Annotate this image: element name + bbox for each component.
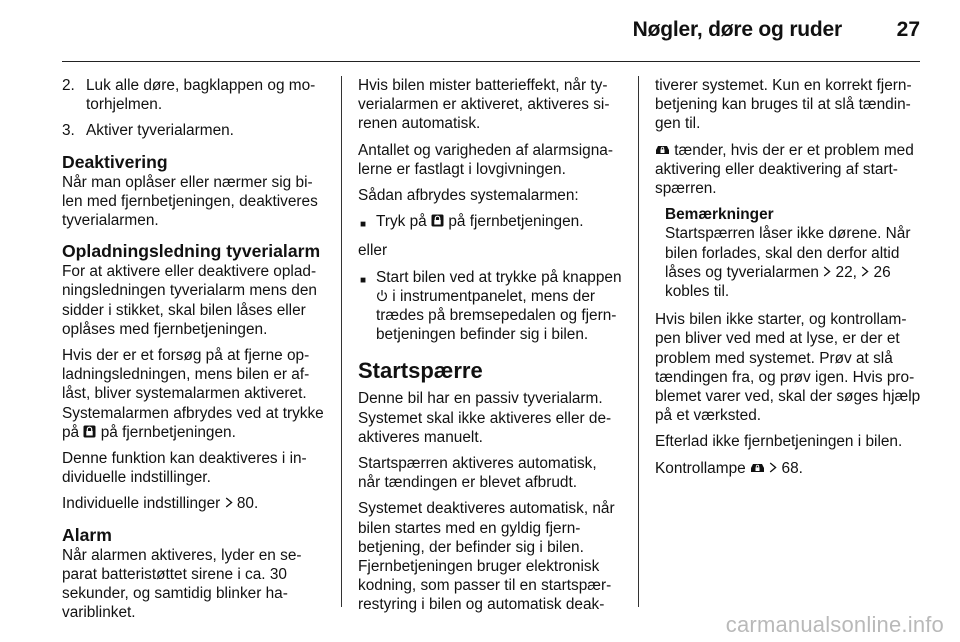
paragraph: tiverer systemet. Kun en korrekt fjern-betjening kan bruges til at slå tændin-gen til.: [655, 77, 912, 133]
bullet-text: [376, 268, 623, 345]
paragraph: Denne bil har en passiv tyverialarm. Systemet skal ikke aktiveres eller de-aktiveres manuelt.: [358, 390, 612, 446]
text: Individuelle indstillinger: [62, 495, 221, 513]
page-reference: 26: [873, 263, 891, 281]
text: på fjernbetjeningen.: [100, 423, 236, 441]
column-2: [358, 76, 623, 622]
column-3: [655, 76, 923, 485]
paragraph: Startspærren aktiveres automatisk, når tændingen er blevet afbrudt.: [358, 455, 597, 492]
paragraph: For at aktivere eller deaktivere oplad-ningsledningen tyverialarm mens den sidder i stikket, skal bilen låses eller oplåses med fjernbetjeningen.: [62, 263, 317, 338]
step-number: 3.: [62, 122, 75, 140]
step-text: Luk alle døre, bagklappen og mo-torhjelmen.: [86, 77, 316, 114]
page-reference-icon: [769, 462, 777, 473]
lock-button-icon: [431, 214, 444, 227]
paragraph: Denne funktion kan deaktiveres i in-dividuelle indstillinger.: [62, 450, 307, 487]
bullet-text: [376, 212, 584, 234]
text: i instrumentpanelet, mens der trædes på bremsepedalen og fjern-betjeningen befinder sig i bilen.: [376, 287, 617, 344]
page-reference: 22,: [835, 263, 857, 281]
page-reference-icon: [225, 497, 233, 508]
text: Startspærren låser ikke dørene. Når bilen forlades, skal den derfor altid låses og tyverialarmen: [665, 225, 911, 281]
text: kobles til.: [665, 283, 730, 301]
paragraph: Efterlad ikke fjernbetjeningen i bilen.: [655, 433, 903, 451]
text: Start bilen ved at trykke på knappen: [376, 268, 622, 286]
step-2: [62, 76, 324, 114]
paragraph: [62, 494, 324, 513]
immobilizer-warning-icon: [655, 143, 670, 156]
heading-startspaerre: Startspærre: [358, 358, 483, 384]
page-title: Nøgler, døre og ruder: [632, 18, 842, 41]
heading-opladningsledning: Opladningsledning tyverialarm: [62, 241, 321, 262]
immobilizer-warning-icon: [750, 461, 765, 474]
paragraph: Systemet deaktiveres automatisk, når bilen startes med en gyldig fjern-betjening, der befinder sig i bilen. Fjernbetjeningen bruger elektronisk kodning, som passer til en startspær-restyring i bilen og automatisk deak-: [358, 500, 615, 614]
paragraph: [655, 459, 923, 478]
paragraph: Hvis bilen mister batterieffekt, når ty-verialarmen er aktiveret, aktiveres si-renen automatisk.: [358, 77, 610, 133]
text: Hvis der er et forsøg på at fjerne op-ladningsledningen, mens bilen er af-låst, bliver systemalarmen aktiveret. Systemalarmen afbrydes ved at trykke på: [62, 347, 324, 441]
paragraph: Antallet og varigheden af alarmsigna-lerne er fastlagt i lovgivningen.: [358, 141, 613, 178]
text: Tryk på: [376, 213, 427, 231]
column-divider-1: [341, 76, 342, 607]
step-number: 2.: [62, 77, 75, 94]
page-reference: 80.: [236, 495, 259, 513]
note-box: [655, 205, 923, 301]
paragraph: [62, 346, 324, 442]
paragraph: Hvis bilen ikke starter, og kontrollam-pen bliver ved med at lyse, er der et problem med systemet. Prøv at slå tændingen fra, og prøv igen. Hvis pro-blemet varer ved, skal der søges hjælp på et værksted.: [655, 311, 921, 425]
note-title: Bemærkninger: [665, 206, 774, 224]
step-text: Aktiver tyverialarmen.: [86, 122, 234, 140]
lock-button-icon: [83, 425, 96, 438]
paragraph: [655, 141, 923, 199]
text: på fjernbetjeningen.: [448, 213, 584, 231]
text: Kontrollampe: [655, 459, 746, 477]
step-3: [62, 121, 324, 140]
note-text: [665, 224, 923, 301]
heading-deaktivering: Deaktivering: [62, 151, 168, 172]
power-button-icon: [376, 289, 388, 302]
column-1: [62, 76, 324, 629]
heading-alarm: Alarm: [62, 524, 112, 545]
bullet-square-icon: ■: [360, 219, 367, 231]
page-header: [0, 0, 960, 62]
header-divider: [62, 61, 920, 62]
column-divider-2: [638, 76, 639, 607]
watermark: carmanualsonline.info: [725, 612, 944, 637]
text: tænder, hvis der er et problem med aktivering eller deaktivering af start-spærren.: [655, 141, 914, 198]
bullet-item: [358, 268, 623, 345]
bullet-item: [358, 212, 623, 234]
page-reference-icon: [823, 266, 831, 277]
paragraph: eller: [358, 242, 388, 260]
page-reference: 68.: [781, 459, 803, 477]
page-number: 27: [896, 18, 920, 41]
paragraph: Når alarmen aktiveres, lyder en se-parat batteristøttet sirene i ca. 30 sekunder, og samtidig blinker ha-variblinket.: [62, 546, 302, 622]
paragraph: Når man oplåser eller nærmer sig bi-len med fjernbetjeningen, deaktiveres tyverialarmen.: [62, 173, 318, 230]
bullet-square-icon: ■: [360, 274, 367, 286]
page-reference-icon: [861, 266, 869, 277]
paragraph: Sådan afbrydes systemalarmen:: [358, 187, 579, 205]
